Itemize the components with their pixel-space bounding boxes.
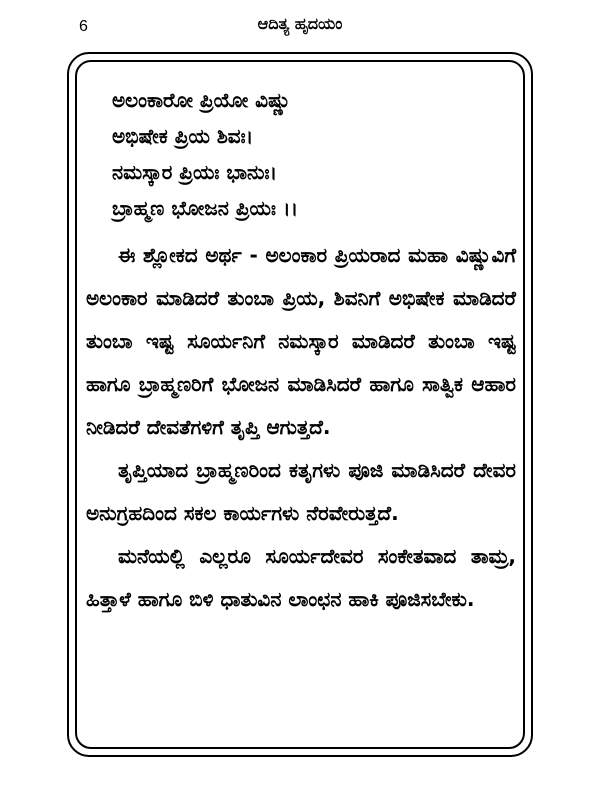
- verse-line: ಬ್ರಾಹ್ಮಣ ಭೋಜನ ಪ್ರಿಯಃ ।।: [112, 196, 299, 220]
- paragraph-meaning: ಈ ಶ್ಲೋಕದ ಅರ್ಥ - ಅಲಂಕಾರ ಪ್ರಿಯರಾದ ಮಹಾ ವಿಷ್ಣುವಿಗೆ ಅಲಂಕಾರ ಮಾಡಿದರೆ ತುಂಬಾ ಪ್ರಿಯ, ಶಿವನಿಗೆ ಅಭಿಷೇಕ ಮಾಡಿದರೆ ತುಂಬಾ ಇಷ್ಟ ಸೂರ್ಯನಿಗೆ ನಮಸ್ಕಾರ ಮಾಡಿದರೆ ತುಂಬಾ ಇಷ್ಟ ಹಾಗೂ ಬ್ರಾಹ್ಮಣರಿಗೆ ಭೋಜನ ಮಾಡಿಸಿದರೆ ಹಾಗೂ ಸಾತ್ವಿಕ ಆಹಾರ ನೀಡಿದರೆ ದೇವತೆಗಳಿಗೆ ತೃಪ್ತಿ ಆಗುತ್ತದೆ.: [86, 243, 516, 439]
- commentary: [86, 234, 516, 621]
- running-title: ಆದಿತ್ಯ ಹೃದಯಂ: [257, 14, 343, 33]
- verse-line: ಅಭಿಷೇಕ ಪ್ರಿಯ ಶಿವಃ।: [112, 124, 254, 148]
- verse-line: ಅಲಂಕಾರೋ ಪ್ರಿಯೋ ವಿಷ್ಣು: [112, 88, 291, 112]
- shloka-verse: [112, 82, 516, 226]
- paragraph-emblem: ಮನೆಯಲ್ಲಿ ಎಲ್ಲರೂ ಸೂರ್ಯದೇವರ ಸಂಕೇತವಾದ ತಾಮ್ರ, ಹಿತ್ತಾಳೆ ಹಾಗೂ ಬಿಳಿ ಧಾತುವಿನ ಲಾಂಛನ ಹಾಕಿ ಪೂಜಿಸಬೇಕು.: [86, 544, 516, 611]
- verse-line: ನಮಸ್ಕಾರ ಪ್ರಿಯಃ ಭಾನುಃ।: [112, 160, 278, 184]
- paragraph-blessing: ತೃಪ್ತಿಯಾದ ಬ್ರಾಹ್ಮಣರಿಂದ ಕತೃಗಳು ಪೂಜಿ ಮಾಡಿಸಿದರೆ ದೇವರ ಅನುಗ್ರಹದಿಂದ ಸಕಲ ಕಾರ್ಯಗಳು ನೆರವೇರುತ್ತದೆ.: [86, 458, 516, 525]
- page-content: [86, 82, 516, 621]
- page-number: 6: [79, 18, 88, 35]
